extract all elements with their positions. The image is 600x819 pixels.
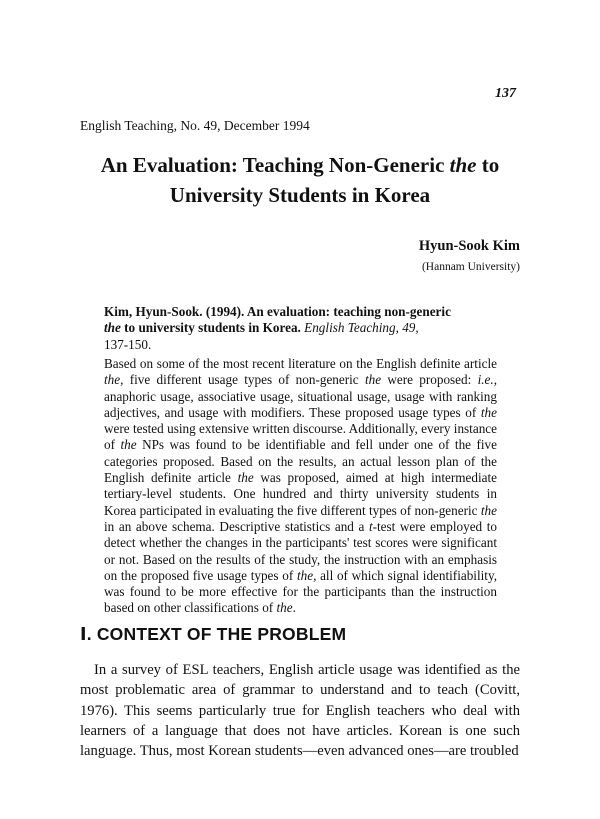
title-line-2: University Students in Korea: [169, 183, 431, 207]
title-the: the: [449, 153, 477, 177]
body-text: [80, 660, 520, 761]
body-paragraph: In a survey of ESL teachers, English article usage was identified as the most problematic area of grammar to understand and to teach (Covitt, 1976). This seems particularly true for English teachers who deal with learners of a language that does not have articles. Korean is one such language. Thus, most Korean students—even advanced ones—are troubled: [80, 662, 520, 760]
journal-line: English Teaching, No. 49, December 1994: [80, 118, 310, 133]
title-line-1: [50, 150, 550, 180]
page-number: 137: [495, 86, 516, 101]
abstract: [104, 356, 497, 617]
title-line-1-post: to: [476, 153, 500, 177]
citation: [104, 304, 497, 353]
abstract-paragraph: Based on some of the most recent literature on the English definite article the, five different usage types of non-generic the were proposed: i.e., anaphoric usage, associative usage, situational usage, usage with ranking adjectives, and usage with modifiers. These proposed usage types of the were tested using extensive written discourse. Additionally, every instance of the NPs was found to be identifiable and fell under one of the five categories proposed. Based on the results, an actual lesson plan of the English definite article the was proposed, aimed at high intermediate tertiary-level students. One hundred and thirty university students in Korea participated in evaluating the five different types of non-generic the in an above schema. Descriptive statistics and a t-test were employed to detect whether the changes in the participants' test scores were significant or not. Based on the results of the study, the instruction with an emphasis on the proposed five usage types of the, all of which signal identifiability, was found to be more effective for the participants than the instruction based on other classifications of the.: [104, 356, 498, 616]
citation-the: the: [104, 320, 121, 336]
citation-journal: English Teaching, 49,: [304, 320, 419, 336]
citation-rest: to university students in Korea.: [120, 320, 301, 336]
paper-title: [50, 150, 550, 210]
author-block: [419, 236, 520, 278]
title-line-1-pre: An Evaluation: Teaching Non-Generic: [100, 153, 450, 177]
author-name: Hyun-Sook Kim: [418, 238, 520, 254]
citation-pages: 137-150.: [104, 336, 152, 352]
citation-lead: Kim, Hyun-Sook. (1994). An evaluation: teaching non-generic: [104, 304, 451, 319]
author-affiliation: (Hannam University): [421, 261, 520, 273]
section-heading: Ⅰ. CONTEXT OF THE PROBLEM: [80, 624, 347, 644]
